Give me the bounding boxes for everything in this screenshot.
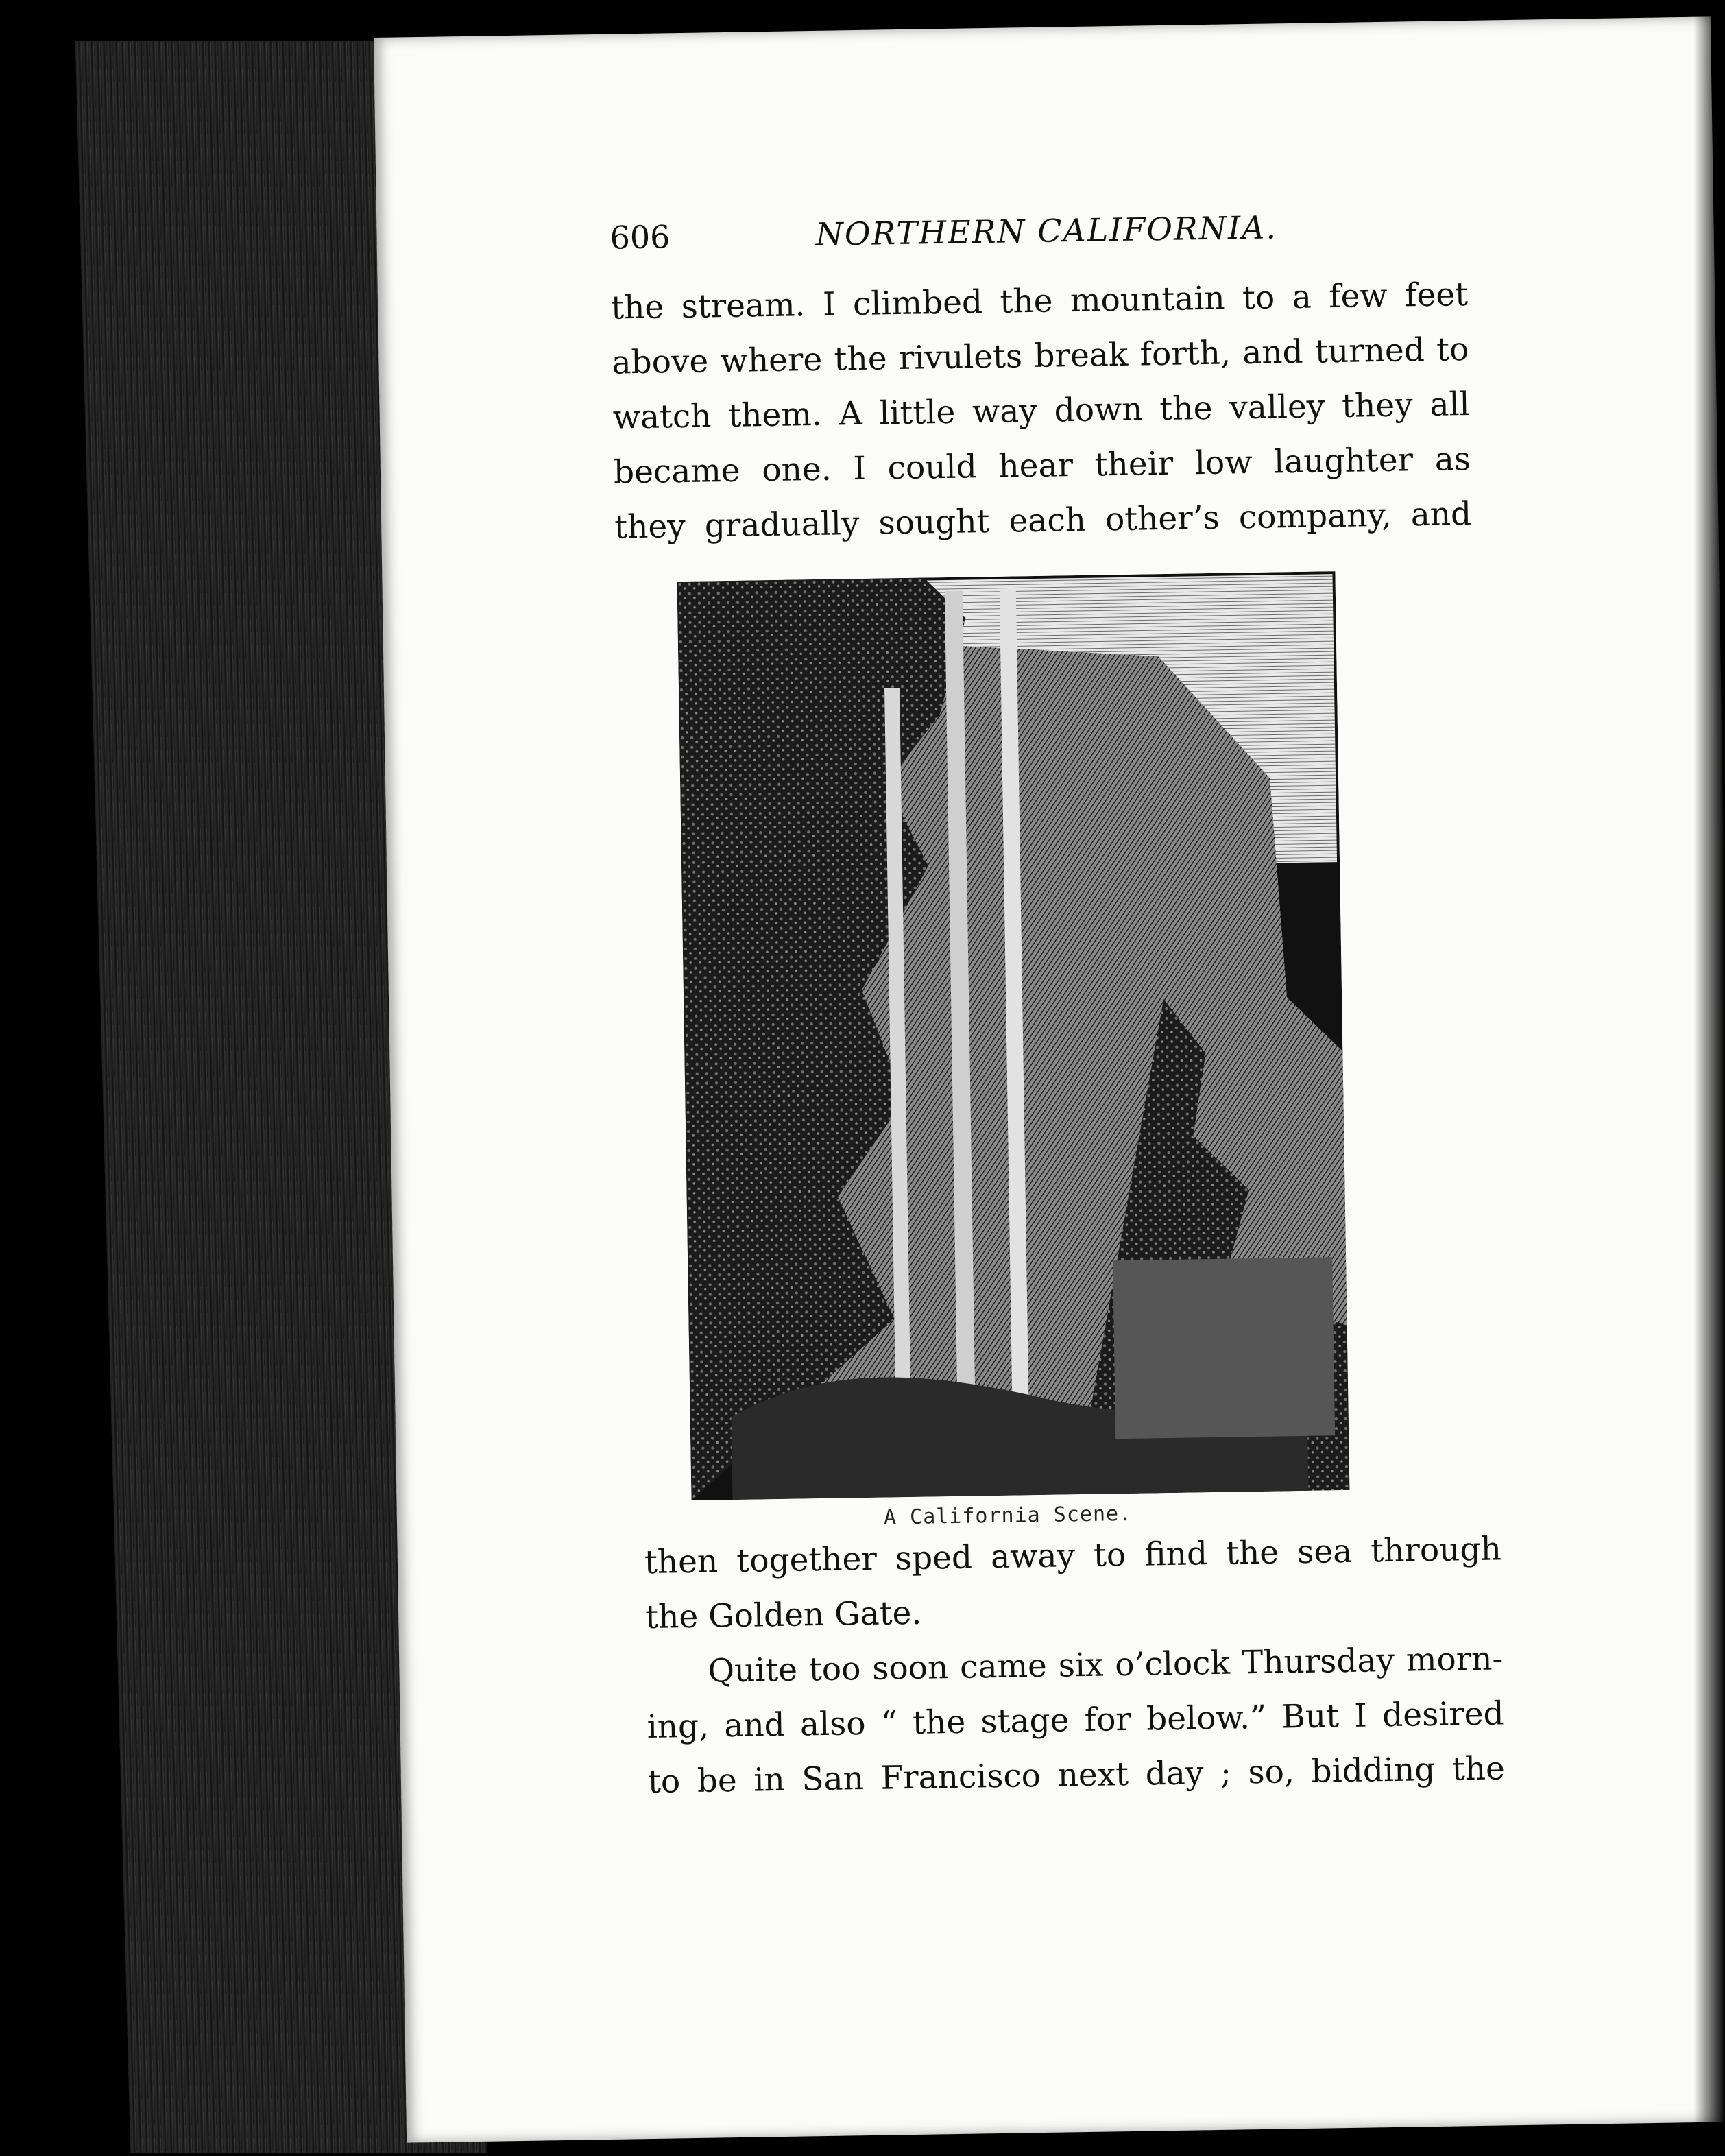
figure-caption: A California Scene.	[883, 1501, 1133, 1530]
text-line: Quite too soon came six o’clock Thursday morn-	[708, 1640, 1504, 1690]
text-line: ing, and also “ the stage for below.” But I desired	[647, 1694, 1505, 1747]
page-number: 606	[610, 218, 671, 256]
bottom-paragraph	[644, 1522, 1505, 1810]
text-line: to be in San Francisco next day ; so, bidding the	[647, 1749, 1506, 1801]
book-page	[374, 16, 1725, 2142]
text-line: became one. I could hear their low laughter as	[613, 440, 1471, 492]
page-header	[610, 206, 1460, 256]
text-line: above where the rivulets break forth, and turned to	[612, 330, 1469, 382]
text-line: then together sped away to find the sea through	[644, 1530, 1502, 1582]
stream	[1113, 1257, 1335, 1439]
text-line: the stream. I climbed the mountain to a few feet	[610, 275, 1469, 327]
text-line: the Golden Gate.	[644, 1594, 922, 1637]
running-head: NORTHERN CALIFORNIA.	[815, 208, 1278, 253]
text-line: watch them. A little way down the valley they all	[612, 385, 1471, 437]
text-line: they gradually sought each other’s company, and	[614, 494, 1472, 547]
top-paragraph	[611, 267, 1472, 555]
right-edge-shadow	[1693, 0, 1725, 2156]
california-scene-engraving	[677, 571, 1350, 1500]
